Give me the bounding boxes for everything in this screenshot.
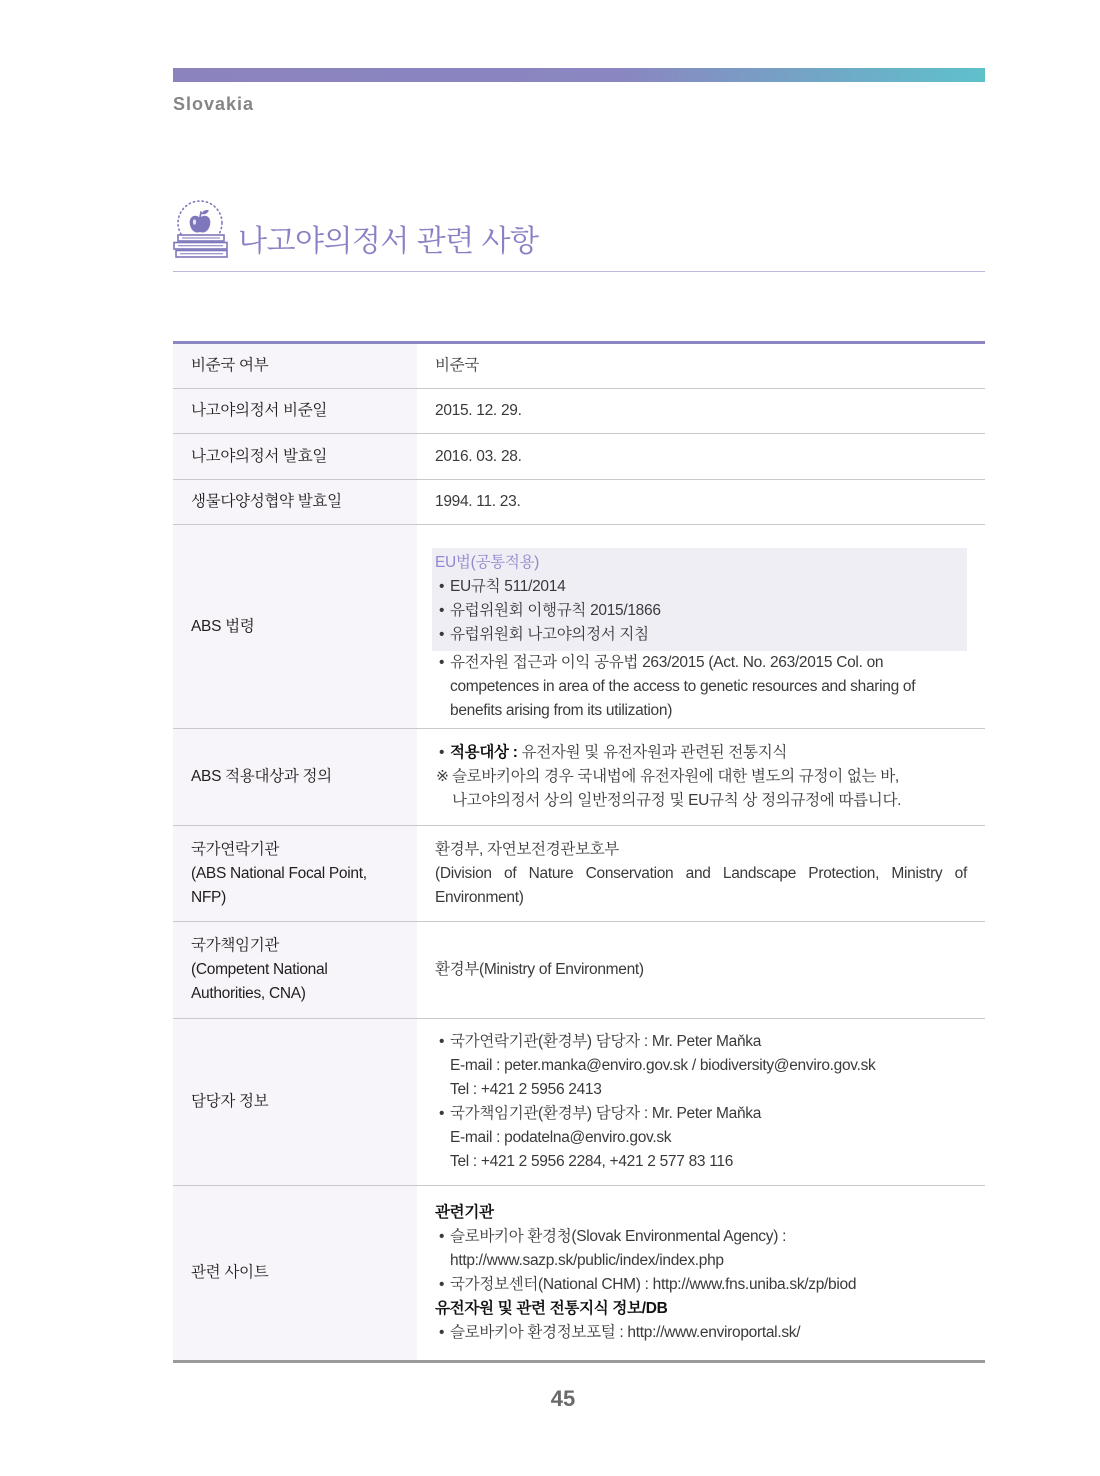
header-color-bar bbox=[173, 68, 985, 82]
country-name: Slovakia bbox=[173, 94, 255, 114]
nfp-name-ko: 환경부, 자연보전경관보호부 bbox=[435, 840, 620, 858]
section-divider bbox=[173, 271, 985, 272]
row-value: 비준국 bbox=[435, 357, 480, 374]
info-table bbox=[173, 341, 985, 1363]
table-row-ratification-status bbox=[173, 344, 985, 389]
page-number: 45 bbox=[550, 1386, 576, 1411]
contact-tel: Tel : +421 2 5956 2284, +421 2 577 83 116 bbox=[450, 1153, 734, 1170]
table-row-cbd-entry-into-force bbox=[173, 480, 985, 525]
row-value: 1994. 11. 23. bbox=[435, 493, 521, 510]
list-item: • EU규칙 511/2014 bbox=[435, 575, 964, 599]
site-item: • 슬로바키아 환경정보포털 : http://www.enviroportal.sk/ bbox=[435, 1321, 967, 1345]
site-group-heading: 유전자원 및 관련 전통지식 정보/DB bbox=[435, 1300, 668, 1317]
row-label-en: (Competent National Authorities, CNA) bbox=[191, 961, 328, 1002]
row-label: ABS 법령 bbox=[173, 525, 417, 728]
scope-item bbox=[435, 741, 967, 765]
site-item: • 슬로바키아 환경청(Slovak Environmental Agency) : http://www.sazp.sk/public/index/index.php bbox=[435, 1225, 967, 1273]
row-label-ko: 국가연락기관 bbox=[191, 840, 280, 858]
row-label bbox=[173, 826, 417, 921]
row-label: 비준국 여부 bbox=[173, 344, 417, 388]
related-sites-content bbox=[417, 1186, 985, 1360]
nfp-content bbox=[417, 826, 985, 921]
scope-text: 유전자원 및 유전자원과 관련된 전통지식 bbox=[521, 744, 788, 761]
site-item: • 국가정보센터(National CHM) : http://www.fns.uniba.sk/zp/biod bbox=[435, 1273, 967, 1297]
abs-legislation-content bbox=[417, 525, 985, 728]
row-label: 나고야의정서 발효일 bbox=[173, 434, 417, 479]
table-row-nfp bbox=[173, 826, 985, 922]
table-row-contacts bbox=[173, 1019, 985, 1186]
contacts-content bbox=[417, 1019, 985, 1185]
scope-note bbox=[435, 765, 967, 813]
row-label-ko: 국가책임기관 bbox=[191, 937, 280, 954]
list-item: • 유전자원 접근과 이익 공유법 263/2015 (Act. No. 263/2015 Col. on competences in area of the access to genetic resources and sharing of benefits arising from its utilization) bbox=[435, 651, 967, 723]
contact-title: • 국가책임기관(환경부) 담당자 : Mr. Peter Maňka bbox=[435, 1102, 967, 1126]
table-row-ratification-date bbox=[173, 389, 985, 434]
content-area bbox=[173, 341, 985, 1413]
row-label: 생물다양성협약 발효일 bbox=[173, 480, 417, 524]
table-row-related-sites bbox=[173, 1186, 985, 1360]
site-group-heading: 관련기관 bbox=[435, 1204, 494, 1221]
eu-law-box bbox=[432, 548, 967, 651]
contact-email: E-mail : podatelna@enviro.gov.sk bbox=[450, 1129, 672, 1146]
contact-title: • 국가연락기관(환경부) 담당자 : Mr. Peter Maňka bbox=[435, 1030, 967, 1054]
table-row-np-entry-into-force bbox=[173, 434, 985, 480]
list-item: • 유럽위원회 이행규칙 2015/1866 bbox=[435, 599, 964, 623]
apple-on-books-icon bbox=[173, 199, 229, 259]
row-label: 담당자 정보 bbox=[173, 1019, 417, 1185]
row-label-en: (ABS National Focal Point, NFP) bbox=[191, 864, 367, 906]
row-label: ABS 적용대상과 정의 bbox=[173, 729, 417, 825]
note-text: 슬로바키아의 경우 국내법에 유전자원에 대한 별도의 규정이 없는 바, 나고야의정서 상의 일반정의규정 및 EU규칙 상 정의규정에 따릅니다. bbox=[452, 768, 902, 809]
row-label bbox=[173, 922, 417, 1018]
row-value: 환경부(Ministry of Environment) bbox=[435, 961, 644, 978]
eu-law-heading: EU법(공통적용) bbox=[435, 554, 540, 571]
row-label: 나고야의정서 비준일 bbox=[173, 389, 417, 433]
row-label: 관련 사이트 bbox=[173, 1186, 417, 1360]
contact-tel: Tel : +421 2 5956 2413 bbox=[450, 1081, 602, 1098]
abs-scope-content bbox=[417, 729, 985, 825]
row-value: 2016. 03. 28. bbox=[435, 447, 522, 465]
list-item: • 유럽위원회 나고야의정서 지침 bbox=[435, 623, 964, 647]
table-row-abs-scope bbox=[173, 729, 985, 826]
nfp-name-en: (Division of Nature Conservation and Landscape Protection, Ministry of Environment) bbox=[435, 864, 967, 906]
table-row-abs-legislation bbox=[173, 525, 985, 729]
section-title: 나고야의정서 관련 사항 bbox=[238, 225, 539, 258]
contact-email: E-mail : peter.manka@enviro.gov.sk / biodiversity@enviro.gov.sk bbox=[450, 1057, 876, 1074]
row-value: 2015. 12. 29. bbox=[435, 402, 522, 419]
scope-term: 적용대상 : bbox=[450, 744, 518, 761]
table-row-cna bbox=[173, 922, 985, 1019]
note-marker: ※ bbox=[436, 768, 449, 785]
